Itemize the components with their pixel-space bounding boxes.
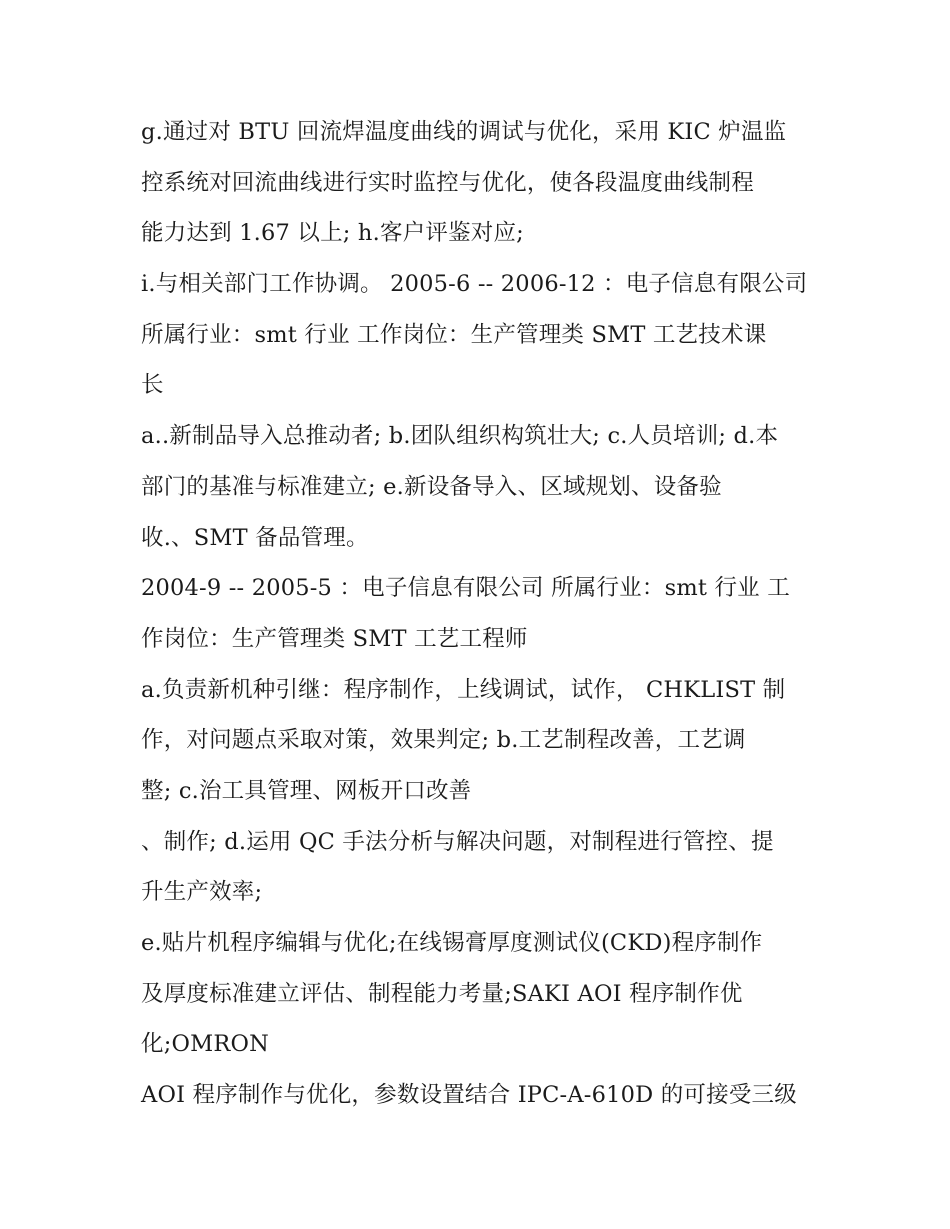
text-line-16: 升生产效率; — [141, 879, 263, 906]
text-line-11: 作岗位：生产管理类 SMT 工艺工程师 — [141, 625, 528, 652]
text-line-19: 化;OMRON — [141, 1031, 270, 1058]
text-line-12: a.负责新机种引继：程序制作，上线调试，试作， CHKLIST 制 — [141, 676, 786, 703]
text-line-18: 及厚度标准建立评估、制程能力考量;SAKI AOI 程序制作优 — [141, 980, 743, 1007]
text-line-5: 所属行业：smt 行业 工作岗位：生产管理类 SMT 工艺技术课 — [141, 321, 767, 348]
text-line-20: AOI 程序制作与优化，参数设置结合 IPC-A-610D 的可接受三级 — [141, 1082, 797, 1109]
text-line-2: 控系统对回流曲线进行实时监控与优化，使各段温度曲线制程 — [141, 169, 754, 196]
text-line-10: 2004-9 -- 2005-5 ：电子信息有限公司 所属行业：smt 行业 工 — [141, 575, 790, 602]
text-line-3: 能力达到 1.67 以上; h.客户评鉴对应; — [141, 220, 524, 247]
text-line-6: 长 — [141, 372, 164, 399]
text-line-8: 部门的基准与标准建立; e.新设备导入、区域规划、设备验 — [141, 473, 722, 500]
text-line-14: 整; c.治工具管理、网板开口改善 — [141, 777, 472, 804]
text-line-13: 作，对问题点采取对策，效果判定; b.工艺制程改善，工艺调 — [141, 727, 746, 754]
text-line-17: e.贴片机程序编辑与优化;在线锡膏厚度测试仪(CKD)程序制作 — [141, 930, 763, 956]
text-line-1: g.通过对 BTU 回流焊温度曲线的调试与优化，采用 KIC 炉温监 — [141, 119, 787, 145]
text-line-15: 、制作; d.运用 QC 手法分析与解决问题，对制程进行管控、提 — [141, 828, 774, 855]
document-body — [141, 107, 821, 1121]
text-line-9: 收.、SMT 备品管理。 — [141, 524, 369, 551]
text-line-7: a..新制品导入总推动者; b.团队组织构筑壮大; c.人员培训; d.本 — [141, 423, 779, 450]
text-line-4: i.与相关部门工作协调。 2005-6 -- 2006-12 ：电子信息有限公司 — [141, 271, 808, 298]
